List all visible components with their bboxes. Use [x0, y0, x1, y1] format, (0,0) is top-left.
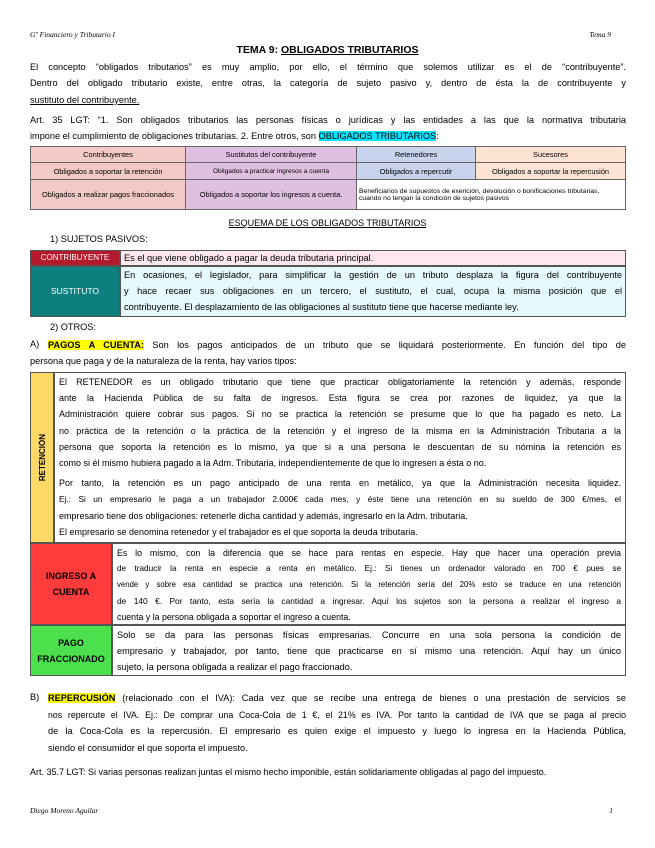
- intro-line: Dentro del obligado tributario existe, entre otras, la categoría de sujeto pasivo y, dentro de ésta la de contribuyente y: [30, 78, 626, 89]
- cell: Obligados a realizar pagos fraccionados: [31, 180, 186, 210]
- repercusion-line: siendo el consumidor el que soporta el impuesto.: [48, 742, 248, 753]
- art357-paragraph: Art. 35.7 LGT: Si varias personas realizan juntas el mismo hecho imponible, están solidariamente obligadas al pago del impuesto.: [30, 767, 547, 777]
- retencion-line: El RETENEDOR es un obligado tributario que tiene que practicar obligatoriamente la retención y además, responde: [59, 377, 621, 387]
- header-course: Gº Financiero y Tributario I: [30, 30, 115, 39]
- art35-line: [30, 128, 626, 144]
- art35-end: :: [436, 131, 439, 142]
- pagos-text: Son los pagos anticipados de un tributo que se liquidará posteriormente. En función del tipo de: [143, 340, 626, 350]
- sustituto-line: En ocasiones, el legislador, para simplificar la gestión de un tributo desplaza la figura del contribuyente: [124, 270, 622, 280]
- retencion-line: persona que soporta la retención es lo mismo, ya que si a una persona le descuentan de su nómina la retención es: [59, 441, 621, 452]
- sustituto-line: y hace recaer sus obligaciones en un tercero, el sustituto, el cual, ocupa la misma posición que el: [124, 286, 622, 297]
- section-a-label: A): [30, 339, 40, 349]
- header-topic: Tema 9: [589, 30, 611, 39]
- ingreso-line: de traducir la renta en especie a renta en metálico. Ej.: Si tienes un ordenador valorado en 700 € pues se: [117, 564, 621, 573]
- ingreso-cuenta-content: [112, 543, 626, 625]
- retencion-line: Por tanto, la retención es un pago anticipado de una renta en metálico, ya que la Administración necesita liquidez.: [59, 478, 621, 489]
- retencion-line: Administración quiere cobrar sus pagos. Si no se practica la retención se presume que lo que ha pagado es neto. La: [59, 409, 621, 420]
- intro-line: sustituto del contribuyente.: [30, 94, 140, 105]
- esquema-title: ESQUEMA DE LOS OBLIGADOS TRIBUTARIOS: [228, 218, 427, 228]
- retencion-line: Ej.: Si un empresario le paga a un trabajador 2.000€ cada mes, y éste tiene una retención en su sueldo de 300 €/mes, el: [59, 494, 621, 505]
- pagos-highlight: PAGOS A CUENTA:: [48, 340, 144, 350]
- pagos-line: [48, 337, 626, 353]
- art35-paragraph: [30, 112, 626, 145]
- pago-fraccionado-content: [112, 625, 626, 676]
- repercusion-text: (relacionado con el IVA): Cada vez que se recibe una entrega de bienes o una prestación de servicios se: [115, 693, 626, 703]
- pago-line: sujeto, la persona obligada a realizar el pago fraccionado.: [117, 662, 353, 673]
- cell: Obligados a soportar la retención: [31, 163, 186, 180]
- retencion-line: El empresario se denomina retenedor y el trabajador es el que soporta la deuda tributaria.: [59, 526, 418, 537]
- section-b-label: B): [30, 692, 40, 702]
- footer-author: Diego Moreno Aguilar: [30, 806, 99, 815]
- intro-line: El concepto “obligados tributarios” es muy amplio, por ello, el término que solemos utilizar es el de “contribuyente”.: [30, 62, 626, 72]
- pagos-line-2: persona que paga y de la naturaleza de la renta, hay varios tipos:: [30, 356, 297, 366]
- sujetos-pasivos-heading: 1) SUJETOS PASIVOS:: [50, 234, 148, 244]
- repercusion-line: nos repercute el IVA. Ej.: De comprar una Coca-Cola de 1 €, el 21% es IVA. Por tanto la cantidad de IVA que se paga al precio: [48, 710, 626, 720]
- header-sustitutos: Sustitutos del contribuyente: [186, 147, 357, 163]
- pago-line: Solo se da para las personas físicas empresarias. Concurre en una sola persona la condición de: [117, 630, 621, 640]
- ingreso-line: de 140 €. Por tanto, esta sería la cantidad a ingresar. Aquí los sujetos son la persona a realizar el ingreso a: [117, 596, 621, 606]
- repercusion-line: de la Coca-Cola es la repercusión. El empresario es quien exige el impuesto y luego lo ingresa en la Hacienda Pública,: [48, 726, 626, 737]
- ingreso-line: vende y sobre esa cantidad se practica una retención. Si la retención sería del 20% esto se traduce en una retención: [117, 580, 621, 589]
- retencion-line: empresario tiene dos obligaciones: retenerle dicha cantidad y además, ingresarlo en la Adm. tributaria.: [59, 510, 468, 521]
- cell: Beneficiarios de supuestos de exención, devolución o bonificaciones tributarias, cuando no tengan la condición de sujetos pasivos: [357, 180, 626, 210]
- repercusion-highlight: REPERCUSIÓN: [48, 693, 116, 703]
- art35-line: Art. 35 LGT: “1. Son obligados tributarios las personas físicas o jurídicas y las entidades a las que la normativa tributaria: [30, 115, 626, 125]
- contribuyente-label: CONTRIBUYENTE: [30, 250, 120, 266]
- cell: Obligados a soportar los ingresos a cuenta.: [186, 180, 357, 210]
- obligados-table: [30, 146, 626, 210]
- footer-page-number: 1: [609, 806, 613, 815]
- repercusion-paragraph: [48, 707, 626, 756]
- cell: Obligados a practicar ingresos a cuenta: [186, 163, 357, 180]
- retencion-content: [54, 372, 626, 543]
- title-main: OBLIGADOS TRIBUTARIOS: [281, 44, 419, 56]
- retencion-line: ante la Hacienda Pública de su falta de ingresos. Esta figura se crea por razones de liquidez, ya que la: [59, 393, 621, 404]
- contribuyente-definition: Es el que viene obligado a pagar la deuda tributaria principal.: [120, 250, 626, 266]
- page-title: [0, 44, 655, 56]
- art35-text: impone el cumplimiento de obligaciones tributarias. 2. Entre otros, son: [30, 131, 319, 142]
- cell: Obligados a repercutir: [357, 163, 476, 180]
- sustituto-definition: [120, 266, 626, 317]
- retencion-line: no práctica de la retención o la práctica de la retención y el ingreso de la misma en la Administración Tributaria a la: [59, 425, 621, 436]
- pagos-a-cuenta-paragraph: [48, 337, 626, 353]
- repercusion-line: [48, 690, 626, 706]
- title-prefix: TEMA 9:: [236, 44, 282, 56]
- header-retenedores: Retenedores: [357, 147, 476, 163]
- pago-fraccionado-label: PAGO FRACCIONADO: [30, 625, 112, 676]
- ingreso-line: cuenta y la persona obligada a soportar el ingreso a cuenta.: [117, 612, 351, 622]
- sustituto-label: SUSTITUTO: [30, 266, 120, 317]
- sustituto-line: contribuyente. El desplazamiento de las obligaciones al sustituto tiene que hacerse mediante ley.: [124, 302, 519, 313]
- header-contribuyentes: Contribuyentes: [31, 147, 186, 163]
- pago-line: empresario y trabajador, por tanto, tiene que practicarse en sí mismo una retención. Aquí hay un único: [117, 646, 621, 657]
- obligados-highlight: OBLIGADOS TRIBUTARIOS: [318, 131, 437, 142]
- repercusion-first-line: [48, 690, 626, 706]
- retencion-label-box: [30, 372, 54, 543]
- intro-paragraph: [30, 59, 626, 108]
- header-sucesores: Sucesores: [476, 147, 626, 163]
- retencion-line: como si él mismo hubiera pagado a la Adm. Tributaria, independientemente de que lo ingresen a ésta o no.: [59, 458, 487, 469]
- retencion-label: RETENCIÓN: [37, 433, 47, 482]
- otros-heading: 2) OTROS:: [50, 322, 96, 332]
- cell: Obligados a soportar la repercusión: [476, 163, 626, 180]
- ingreso-line: Es lo mismo, con la diferencia que se hace para rentas en especie. Hay que hacer una operación previa: [117, 548, 621, 558]
- ingreso-cuenta-label: INGRESO A CUENTA: [30, 543, 112, 625]
